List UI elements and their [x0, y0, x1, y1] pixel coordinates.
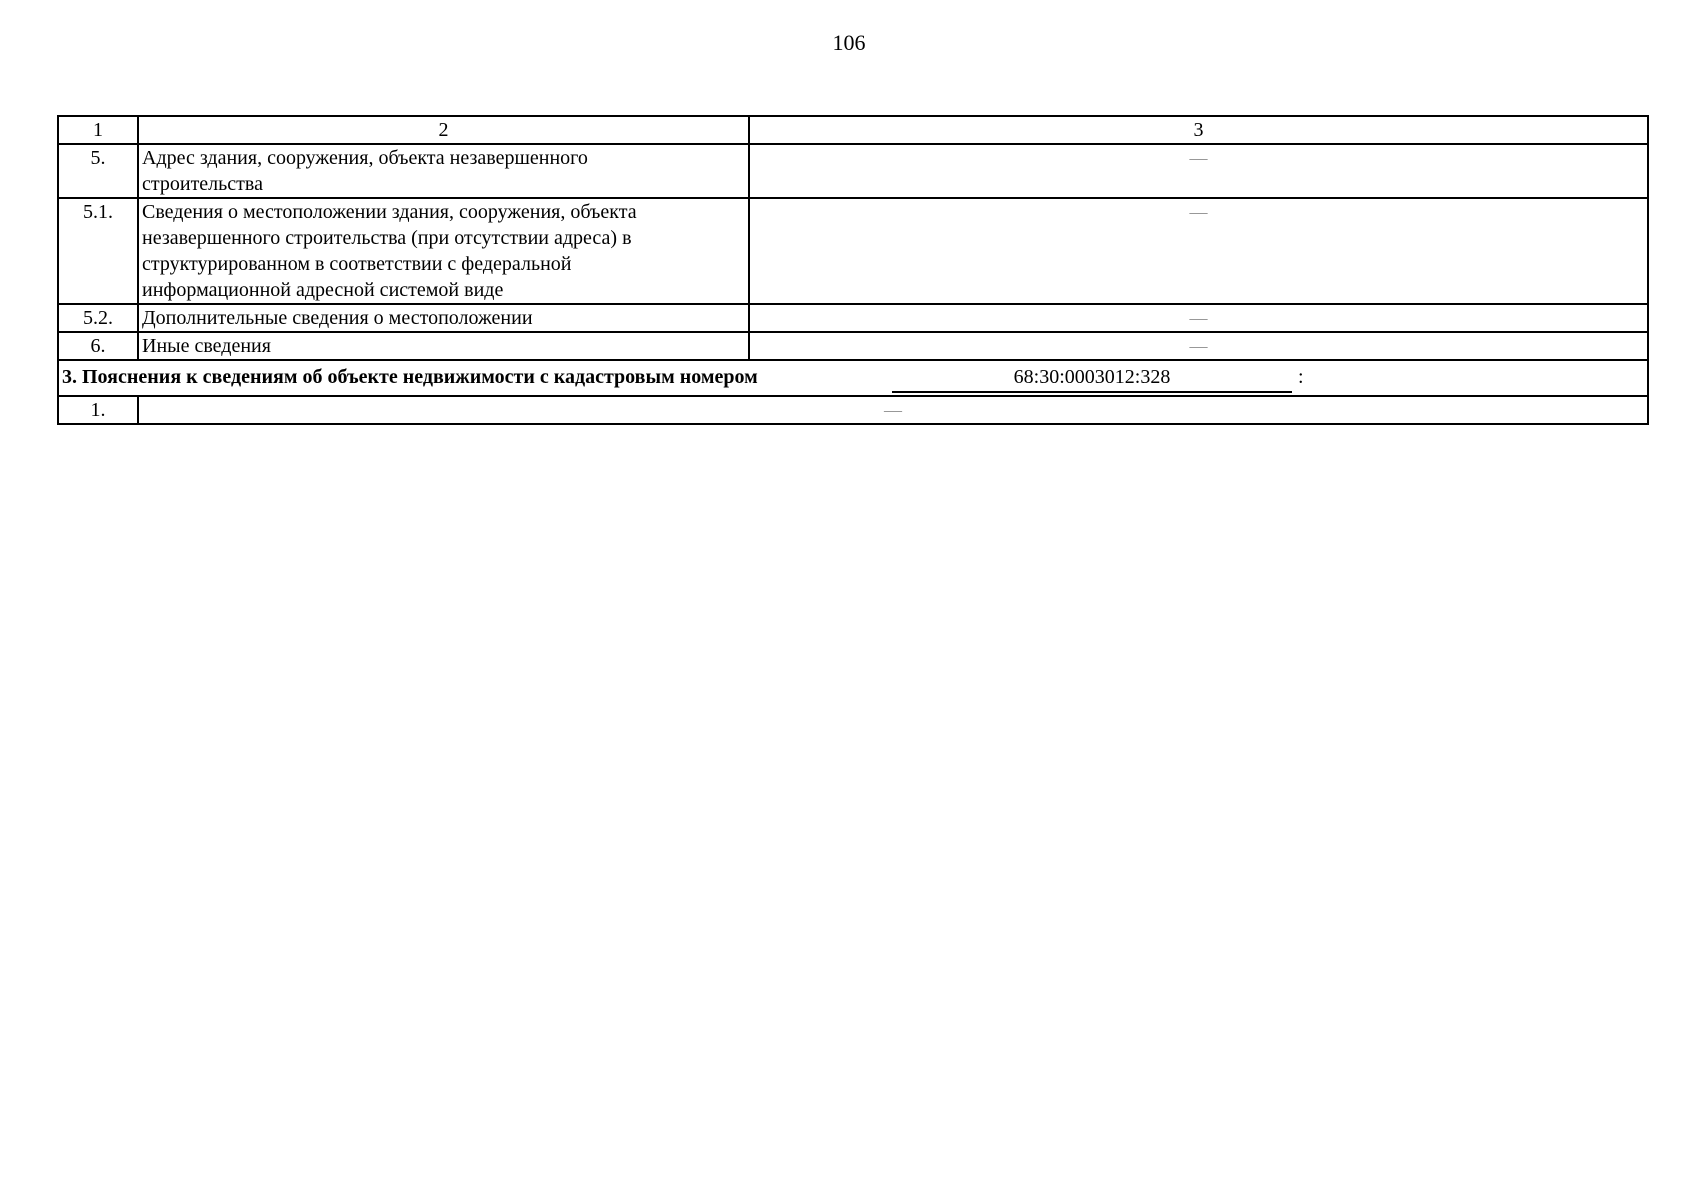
row-label-line: строительства: [142, 173, 263, 195]
table-row: [58, 396, 1648, 424]
empty-value-dash: —: [1189, 202, 1208, 222]
row-label-line: незавершенного строительства (при отсутствии адреса) в: [142, 227, 632, 249]
row-label-line: Иные сведения: [142, 335, 271, 357]
row-value: [749, 304, 1648, 332]
property-info-table: [57, 115, 1649, 425]
row-label-line: Сведения о местоположении здания, сооружения, объекта: [142, 201, 637, 223]
table-header-row: [58, 116, 1648, 144]
row-label-line: Дополнительные сведения о местоположении: [142, 307, 533, 329]
note-value: [138, 396, 1648, 424]
table-row: [58, 332, 1648, 360]
note-number: 1.: [58, 396, 138, 424]
row-label: [138, 304, 749, 332]
empty-value-dash: —: [1189, 336, 1208, 356]
table-row: [58, 304, 1648, 332]
section-colon: :: [1298, 366, 1304, 388]
cadastral-number: 68:30:0003012:328: [892, 364, 1292, 393]
row-label: [138, 332, 749, 360]
header-col-1: 1: [58, 116, 138, 144]
row-number: 5.: [58, 144, 138, 198]
table-row: [58, 144, 1648, 198]
row-number: 5.1.: [58, 198, 138, 304]
header-col-3: 3: [749, 116, 1648, 144]
row-value: [749, 332, 1648, 360]
row-label: [138, 144, 749, 198]
table-row: [58, 198, 1648, 304]
header-col-2: 2: [138, 116, 749, 144]
empty-value-dash: —: [1189, 308, 1208, 328]
row-number: 5.2.: [58, 304, 138, 332]
row-label-line: Адрес здания, сооружения, объекта незавершенного: [142, 147, 588, 169]
empty-value-dash: —: [884, 400, 902, 420]
section-header-row: [58, 360, 1648, 396]
row-label-line: информационной адресной системой виде: [142, 279, 504, 301]
empty-value-dash: —: [1189, 148, 1208, 168]
row-value: [749, 198, 1648, 304]
row-label-line: структурированном в соответствии с федеральной: [142, 253, 572, 275]
row-label: [138, 198, 749, 304]
section-header-cell: [58, 360, 1648, 396]
row-value: [749, 144, 1648, 198]
page-number: 106: [832, 30, 866, 55]
section-title: 3. Пояснения к сведениям об объекте недвижимости с кадастровым номером: [62, 366, 758, 388]
row-number: 6.: [58, 332, 138, 360]
